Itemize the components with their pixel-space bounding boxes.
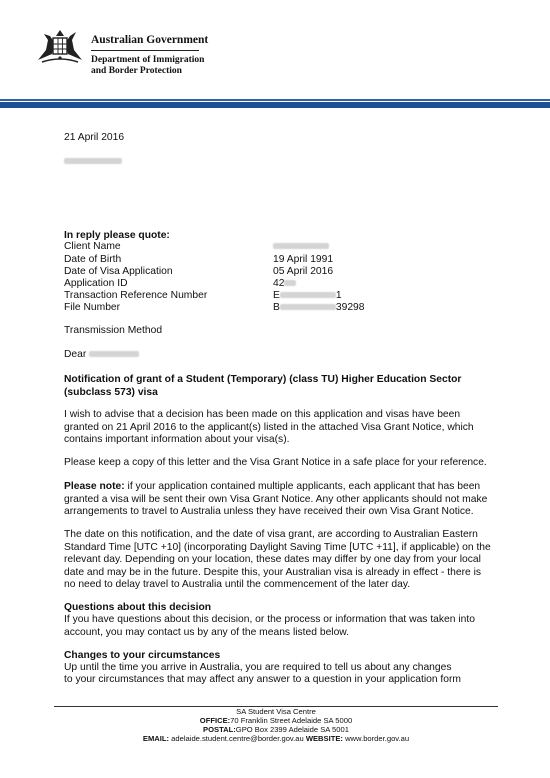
transmission-method: Transmission Method <box>64 325 163 336</box>
department-line-1: Department of Immigration <box>91 55 205 65</box>
department-name <box>91 55 204 77</box>
header-band-top <box>0 99 550 101</box>
field-label-file-number: File Number <box>64 302 121 313</box>
field-value-trn <box>273 290 342 303</box>
paragraph-decision: I wish to advise that a decision has been made on this application and visas have been granted on 21 April 2016 to the applicant(s) listed in the attached Visa Grant Notice, which contains important information about your visa(s). <box>64 409 474 446</box>
department-line-2: and Border Protection <box>91 66 182 76</box>
field-label-application-date: Date of Visa Application <box>64 266 173 277</box>
field-value-dob: 19 April 1991 <box>273 254 334 265</box>
reply-heading: In reply please quote: <box>64 230 170 241</box>
footer-postal-address: GPO Box 2399 Adelaide SA 5001 <box>235 725 349 734</box>
footer-email-link[interactable]: adelaide.student.centre@border.gov.au <box>169 734 306 743</box>
questions-heading: Questions about this decision <box>64 602 212 613</box>
footer-website-label: WEBSITE: <box>305 734 343 743</box>
paragraph-dates: The date on this notification, and the date of visa grant, are according to Australian Eastern Standard Time [UTC +10] (incorporating Daylight Saving Time [UTC +11], if applicable) on the relevant day. Depending on your location, these dates may differ by one day from your local date and may be in the future. Despite this, your Australian visa is already in effect - there is no need to delay travel to Australia until the commencement of the later day. <box>64 529 491 591</box>
field-value-client-name-redacted <box>273 241 329 254</box>
footer-website-link[interactable]: www.border.gov.au <box>342 734 410 743</box>
header-divider <box>91 50 199 51</box>
application-id-prefix: 42 <box>273 278 285 289</box>
paragraph-please-note <box>64 481 494 519</box>
header-band <box>0 102 550 108</box>
questions-text: If you have questions about this decision, or the process or information that was taken into account, you may contact us by any of the means listed below. <box>64 614 475 638</box>
please-note-text: if your application contained multiple applicants, each applicant that has been granted a visa will be sent their own Visa Grant Notice. Any other applicants should not make arrangements to travel to Australia unless they have received their own Visa Grant Notice. <box>64 481 488 518</box>
footer-office-address: 70 Franklin Street Adelaide SA 5000 <box>230 716 353 725</box>
please-note-label: Please note: <box>64 481 125 492</box>
footer-office <box>54 716 498 725</box>
letter-subject: Notification of grant of a Student (Temporary) (class TU) Higher Education Sector (subclass 573) visa <box>64 374 462 398</box>
changes-heading: Changes to your circumstances <box>64 650 221 661</box>
salutation-dear: Dear <box>64 349 87 360</box>
field-label-dob: Date of Birth <box>64 254 122 265</box>
changes-line-1: Up until the time you arrive in Australia, you are required to tell us about any changes <box>64 662 452 673</box>
government-title: Australian Government <box>91 34 209 46</box>
footer-centre: SA Student Visa Centre <box>236 707 316 716</box>
footer-office-label: OFFICE: <box>199 716 231 725</box>
letter-date: 21 April 2016 <box>64 132 125 143</box>
footer-postal-label: POSTAL: <box>203 725 236 734</box>
footer-postal <box>54 725 498 734</box>
field-value-application-date: 05 April 2016 <box>273 266 334 277</box>
file-number-suffix: 39298 <box>335 302 365 313</box>
coat-of-arms-icon <box>36 26 84 66</box>
field-value-file-number <box>273 302 365 315</box>
field-label-client-name: Client Name <box>64 241 121 252</box>
salutation <box>64 349 139 362</box>
footer-contact <box>54 734 498 743</box>
recipient-name-redacted <box>64 156 122 169</box>
field-label-trn: Transaction Reference Number <box>64 290 208 301</box>
changes-line-2: to your circumstances that may affect any answer to a question in your application form <box>64 674 462 685</box>
footer-email-label: EMAIL: <box>142 734 170 743</box>
field-value-application-id <box>273 278 296 291</box>
paragraph-keep-copy: Please keep a copy of this letter and the Visa Grant Notice in a safe place for your reference. <box>64 457 487 468</box>
file-number-prefix: B <box>273 302 280 313</box>
trn-suffix: 1 <box>335 290 342 301</box>
field-label-application-id: Application ID <box>64 278 128 289</box>
trn-prefix: E <box>273 290 280 301</box>
